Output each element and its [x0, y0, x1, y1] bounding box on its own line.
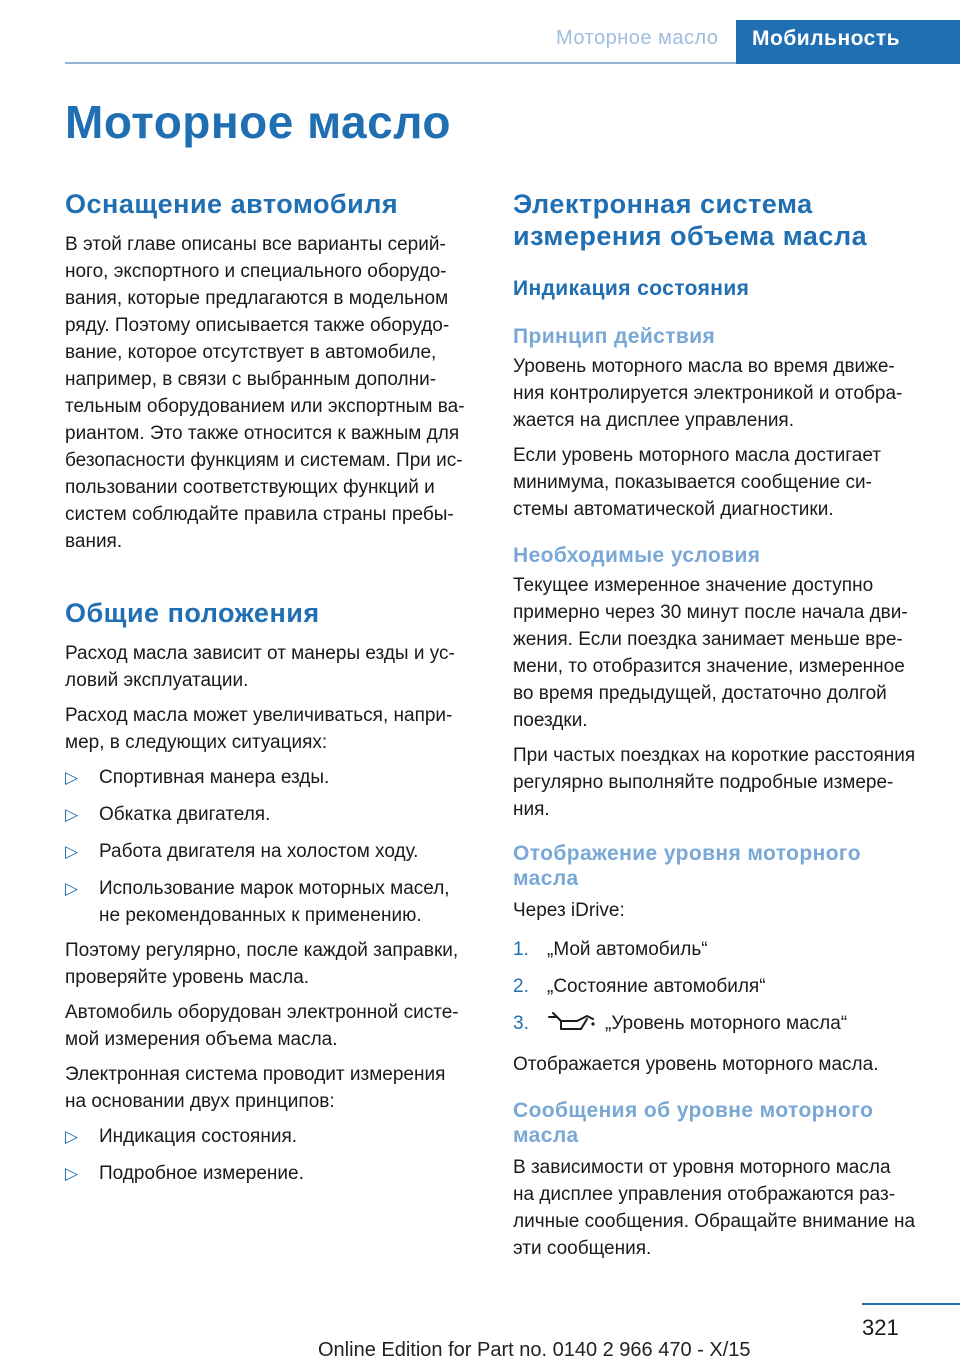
principle-text: Подробное измерение.: [99, 1163, 304, 1184]
header-active-tab[interactable]: [736, 20, 960, 64]
step-number: 3.: [513, 1013, 529, 1034]
list-item: [65, 1160, 477, 1187]
display-heading: Отображение уровня моторного масла: [513, 842, 862, 890]
principle-heading: Принцип действия: [513, 325, 716, 348]
step-text: „Мой автомобиль“: [547, 939, 708, 960]
conditions-heading: Необходимые условия: [513, 544, 761, 567]
list-item: [65, 1123, 477, 1150]
principle-paragraph-2: Если уровень моторного масла достигает минимума, показывается сообщение си- стемы автоматической диагностики.: [513, 445, 881, 520]
idrive-steps-list: [513, 936, 933, 1041]
step-number: 1.: [513, 939, 529, 960]
situation-text: Спортивная манера езды.: [99, 767, 330, 788]
equipment-heading: Оснащение автомобиля: [65, 189, 399, 219]
general-paragraph-5: Электронная система проводит измерения на основании двух принципов:: [65, 1064, 446, 1112]
general-paragraph-3: Поэтому регулярно, после каждой заправки, проверяйте уровень масла.: [65, 940, 459, 988]
triangle-bullet-icon: ▷: [65, 879, 79, 898]
right-column: [513, 182, 933, 1262]
situation-text: Обкатка двигателя.: [99, 804, 271, 825]
via-idrive-text: Через iDrive:: [513, 900, 625, 921]
step-number: 2.: [513, 976, 529, 997]
footer-rule: [862, 1303, 960, 1305]
list-item: [513, 936, 933, 963]
situation-text: Работа двигателя на холостом ходу.: [99, 841, 419, 862]
messages-paragraph: В зависимости от уровня моторного масла на дисплее управления отображаются раз- личные сообщения. Обращайте внимание на эти сообщения.: [513, 1157, 916, 1259]
principle-paragraph-1: Уровень моторного масла во время движе- ния контролируется электроникой и отобра- жается на дисплее управления.: [513, 356, 903, 431]
general-paragraph-4: Автомобиль оборудован электронной систе- мой измерения объема масла.: [65, 1002, 459, 1050]
edition-note: Online Edition for Part no. 0140 2 966 470 - X/15: [318, 1339, 751, 1361]
step-text: „Уровень моторного масла“: [605, 1013, 848, 1034]
display-result-text: Отображается уровень моторного масла.: [513, 1054, 879, 1075]
status-heading: Индикация состояния: [513, 277, 750, 300]
conditions-paragraph-1: Текущее измеренное значение доступно примерно через 30 минут после начала дви- жения. Если поездка занимает меньше вре- мени, то отобразится значение, измеренное во время предыдущей, достаточно долгой поездки.: [513, 575, 908, 731]
list-item: [65, 838, 477, 865]
page-number: 321: [862, 1315, 899, 1340]
triangle-bullet-icon: ▷: [65, 768, 79, 787]
principles-list: [65, 1123, 477, 1187]
equipment-text: В этой главе описаны все варианты серий- ного, экспортного и специального оборудо- вания, которые предлагаются в модельном ряду. Поэтому описывается также оборудо- вание, которое отсутствует в автомобиле, например, в связи с выбранным дополни- тельным оборудованием или экспортным ва- риантом. Это также относится к важным для безопасности функциям и системам. При ис- пользовании соответствующих функций и систем соблюдайте правила страны пребы- вания.: [65, 234, 465, 552]
list-item: [513, 1010, 933, 1041]
triangle-bullet-icon: ▷: [65, 1127, 79, 1146]
principle-text: Индикация состояния.: [99, 1126, 298, 1147]
list-item: [65, 875, 477, 929]
situations-list: [65, 764, 477, 929]
step-text: „Состояние автомобиля“: [547, 976, 766, 997]
general-paragraph-1: Расход масла зависит от манеры езды и ус- ловий эксплуатации.: [65, 643, 455, 691]
messages-heading: Сообщения об уровне моторного масла: [513, 1099, 874, 1147]
general-paragraph-2: Расход масла может увеличиваться, напри- мер, в следующих ситуациях:: [65, 705, 453, 753]
header-active-tab-label: Мобильность: [752, 27, 901, 50]
triangle-bullet-icon: ▷: [65, 1164, 79, 1183]
header-section-link[interactable]: Моторное масло: [556, 27, 719, 49]
list-item: [65, 764, 477, 791]
situation-text: Использование марок моторных масел, не рекомендованных к применению.: [99, 878, 450, 926]
triangle-bullet-icon: ▷: [65, 842, 79, 861]
general-heading: Общие положения: [65, 598, 320, 628]
oil-can-icon: [547, 1011, 595, 1041]
left-column: [65, 182, 477, 1187]
conditions-paragraph-2: При частых поездках на короткие расстояния регулярно выполняйте подробные измере- ния.: [513, 745, 916, 820]
list-item: [513, 973, 933, 1000]
triangle-bullet-icon: ▷: [65, 805, 79, 824]
list-item: [65, 801, 477, 828]
system-heading: Электронная система измерения объема масла: [513, 189, 868, 251]
page-title: Моторное масло: [65, 96, 451, 148]
